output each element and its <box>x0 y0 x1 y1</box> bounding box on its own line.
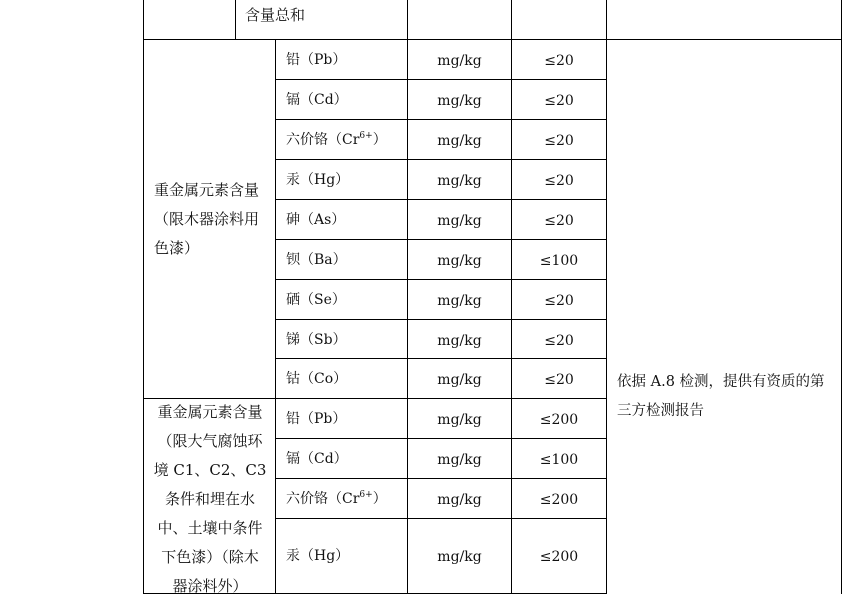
limit-cell: ≤20 <box>544 53 574 69</box>
element-name: 硒（Se） <box>286 292 346 308</box>
element-name: 汞（Hg） <box>286 548 350 564</box>
rule-row <box>275 119 606 120</box>
test-method-text <box>617 368 825 426</box>
category-line: 境 C1、C2、C3 <box>153 461 267 479</box>
rule-row <box>275 79 606 80</box>
unit-cell: mg/kg <box>437 372 482 388</box>
rule-row <box>275 239 606 240</box>
rule-row <box>275 518 606 519</box>
rule-top-row-bottom <box>143 39 842 40</box>
group1-category <box>154 176 259 263</box>
category-line: 重金属元素含量 <box>157 403 263 421</box>
category-line: 重金属元素含量 <box>154 181 260 199</box>
method-line: 依据 A.8 检测，提供有资质的第 <box>617 374 825 390</box>
category-line: 器涂料外） <box>172 577 248 595</box>
element-name: 砷（As） <box>286 212 346 228</box>
category-line: 条件和埋在水 <box>164 490 255 508</box>
unit-cell: mg/kg <box>437 549 482 565</box>
method-line: 三方检测报告 <box>617 403 704 419</box>
rule-row <box>275 279 606 280</box>
unit-cell: mg/kg <box>437 133 482 149</box>
rule-row <box>275 478 606 479</box>
element-superscript: 6+ <box>359 131 373 141</box>
limit-cell: ≤20 <box>544 93 574 109</box>
unit-cell: mg/kg <box>437 173 482 189</box>
unit-cell: mg/kg <box>437 53 482 69</box>
limit-cell: ≤200 <box>539 412 579 428</box>
element-superscript: 6+ <box>359 490 373 500</box>
limit-cell: ≤100 <box>539 253 579 269</box>
unit-cell: mg/kg <box>437 412 482 428</box>
element-base: 六价铬（Cr <box>286 132 360 148</box>
unit-cell: mg/kg <box>437 93 482 109</box>
unit-cell: mg/kg <box>437 492 482 508</box>
category-line: 下色漆）（除木 <box>161 548 259 566</box>
rule-row <box>275 358 606 359</box>
limit-cell: ≤100 <box>539 452 579 468</box>
limit-cell: ≤20 <box>544 333 574 349</box>
category-line: （限木器涂料用 <box>154 210 260 228</box>
group2-category <box>148 398 272 601</box>
category-line: 中、土壤中条件 <box>157 519 263 537</box>
limit-cell: ≤20 <box>544 133 574 149</box>
rule-row <box>275 199 606 200</box>
rule-row <box>275 319 606 320</box>
limit-cell: ≤200 <box>539 492 579 508</box>
unit-cell: mg/kg <box>437 293 482 309</box>
unit-cell: mg/kg <box>437 452 482 468</box>
category-line: 色漆） <box>154 239 200 257</box>
limit-cell: ≤20 <box>544 213 574 229</box>
top-row-label: 含量总和 <box>245 6 306 24</box>
rule-row <box>275 438 606 439</box>
element-base: 六价铬（Cr <box>286 491 360 507</box>
element-name: 钴（Co） <box>286 371 348 387</box>
element-name: 镉（Cd） <box>286 92 348 108</box>
limit-cell: ≤20 <box>544 293 574 309</box>
category-line: （限大气腐蚀环 <box>157 432 263 450</box>
element-name: 铅（Pb） <box>286 411 347 427</box>
limit-cell: ≤200 <box>539 549 579 565</box>
rule-row <box>275 159 606 160</box>
rule-col-element <box>275 40 276 594</box>
element-name: 锑（Sb） <box>286 332 347 348</box>
limit-cell: ≤20 <box>544 173 574 189</box>
element-tail: ） <box>372 491 387 507</box>
rule-col-method <box>606 0 607 594</box>
element-name <box>286 491 387 507</box>
element-name <box>286 132 387 148</box>
unit-cell: mg/kg <box>437 253 482 269</box>
rule-col-top-split <box>235 0 236 40</box>
element-name: 汞（Hg） <box>286 172 350 188</box>
unit-cell: mg/kg <box>437 213 482 229</box>
limit-cell: ≤20 <box>544 372 574 388</box>
rule-col-left <box>143 0 144 594</box>
element-tail: ） <box>372 132 387 148</box>
unit-cell: mg/kg <box>437 333 482 349</box>
element-name: 铅（Pb） <box>286 52 347 68</box>
element-name: 钡（Ba） <box>286 252 347 268</box>
element-name: 镉（Cd） <box>286 451 348 467</box>
